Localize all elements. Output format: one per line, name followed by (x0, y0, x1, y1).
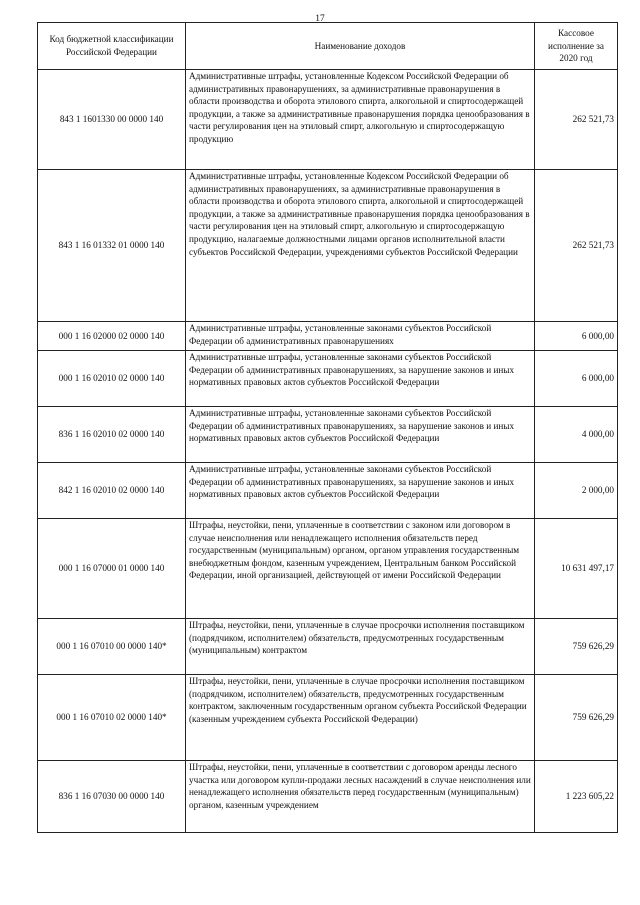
row-code: 000 1 16 02000 02 0000 140 (38, 322, 186, 351)
table-row (38, 322, 618, 351)
row-name: Административные штрафы, установленные Кодексом Российской Федерации об административных правонарушениях, за административные правонарушения в области производства и оборота этилового спирта, алкогольной и спиртосодержащей продукции, а также за административные правонарушения порядка ценообразования в части регулирования цен на этиловый спирт, алкогольную и спиртосодержащую продукцию (186, 70, 535, 170)
row-amount: 6 000,00 (535, 322, 618, 351)
row-code: 000 1 16 07000 01 0000 140 (38, 519, 186, 619)
row-amount: 6 000,00 (535, 351, 618, 407)
row-amount: 2 000,00 (535, 463, 618, 519)
row-name: Административные штрафы, установленные законами субъектов Российской Федерации об административных правонарушениях, за нарушение законов и иных нормативных правовых актов субъектов Российской Федерации (186, 463, 535, 519)
row-name: Штрафы, неустойки, пени, уплаченные в случае просрочки исполнения поставщиком (подрядчиком, исполнителем) обязательств, предусмотренных государственным (муниципальным) контрактом (186, 619, 535, 675)
row-amount: 10 631 497,17 (535, 519, 618, 619)
table-row (38, 463, 618, 519)
row-code: 842 1 16 02010 02 0000 140 (38, 463, 186, 519)
page-number: 17 (315, 14, 325, 24)
table-row (38, 619, 618, 675)
table-row (38, 519, 618, 619)
row-amount: 262 521,73 (535, 170, 618, 322)
table-row (38, 761, 618, 833)
table-header-row (38, 23, 618, 70)
row-amount: 759 626,29 (535, 675, 618, 761)
row-name: Административные штрафы, установленные Кодексом Российской Федерации об административных правонарушениях, за административные правонарушения в области производства и оборота этилового спирта, алкогольной и спиртосодержащей продукции, а также за административные правонарушения порядка ценообразования в части регулирования цен на этиловый спирт, алкогольную и спиртосодержащую продукцию, налагаемые должностными лицами органов исполнительной власти субъектов Российской Федерации, учреждениями субъектов Российской Федерации (186, 170, 535, 322)
row-amount: 1 223 605,22 (535, 761, 618, 833)
table-row (38, 351, 618, 407)
row-code: 836 1 16 07030 00 0000 140 (38, 761, 186, 833)
table-row (38, 70, 618, 170)
header-name: Наименование доходов (186, 23, 535, 70)
row-name: Штрафы, неустойки, пени, уплаченные в соответствии с законом или договором в случае неисполнения или ненадлежащего исполнения обязательств перед государственным (муниципальным) органом, органом управления государственным внебюджетным фондом, казенным учреждением, Центральным банком Российской Федерации, иной организацией, действующей от имени Российской Федерации (186, 519, 535, 619)
table-row (38, 675, 618, 761)
row-name: Административные штрафы, установленные законами субъектов Российской Федерации об административных правонарушениях (186, 322, 535, 351)
table-row (38, 407, 618, 463)
row-name: Штрафы, неустойки, пени, уплаченные в случае просрочки исполнения поставщиком (подрядчиком, исполнителем) обязательств, предусмотренных государственным контрактом, заключенным государственным органом субъекта Российской Федерации (казенным учреждением субъекта Российской Федерации) (186, 675, 535, 761)
row-code: 000 1 16 07010 02 0000 140* (38, 675, 186, 761)
header-code: Код бюджетной классификации Российской Федерации (38, 23, 186, 70)
row-amount: 759 626,29 (535, 619, 618, 675)
row-code: 000 1 16 02010 02 0000 140 (38, 351, 186, 407)
row-name: Штрафы, неустойки, пени, уплаченные в соответствии с договором аренды лесного участка или договором купли-продажи лесных насаждений в случае неисполнения или ненадлежащего исполнения обязательств перед государственным (муниципальным) органом, казенным учреждением (186, 761, 535, 833)
header-amount: Кассовое исполнение за 2020 год (535, 23, 618, 70)
row-code: 836 1 16 02010 02 0000 140 (38, 407, 186, 463)
row-code: 000 1 16 07010 00 0000 140* (38, 619, 186, 675)
revenue-table (37, 22, 618, 833)
row-code: 843 1 16 01332 01 0000 140 (38, 170, 186, 322)
table-row (38, 170, 618, 322)
row-name: Административные штрафы, установленные законами субъектов Российской Федерации об административных правонарушениях, за нарушение законов и иных нормативных правовых актов субъектов Российской Федерации (186, 407, 535, 463)
row-amount: 262 521,73 (535, 70, 618, 170)
row-code: 843 1 1601330 00 0000 140 (38, 70, 186, 170)
row-amount: 4 000,00 (535, 407, 618, 463)
row-name: Административные штрафы, установленные законами субъектов Российской Федерации об административных правонарушениях, за нарушение законов и иных нормативных правовых актов субъектов Российской Федерации (186, 351, 535, 407)
